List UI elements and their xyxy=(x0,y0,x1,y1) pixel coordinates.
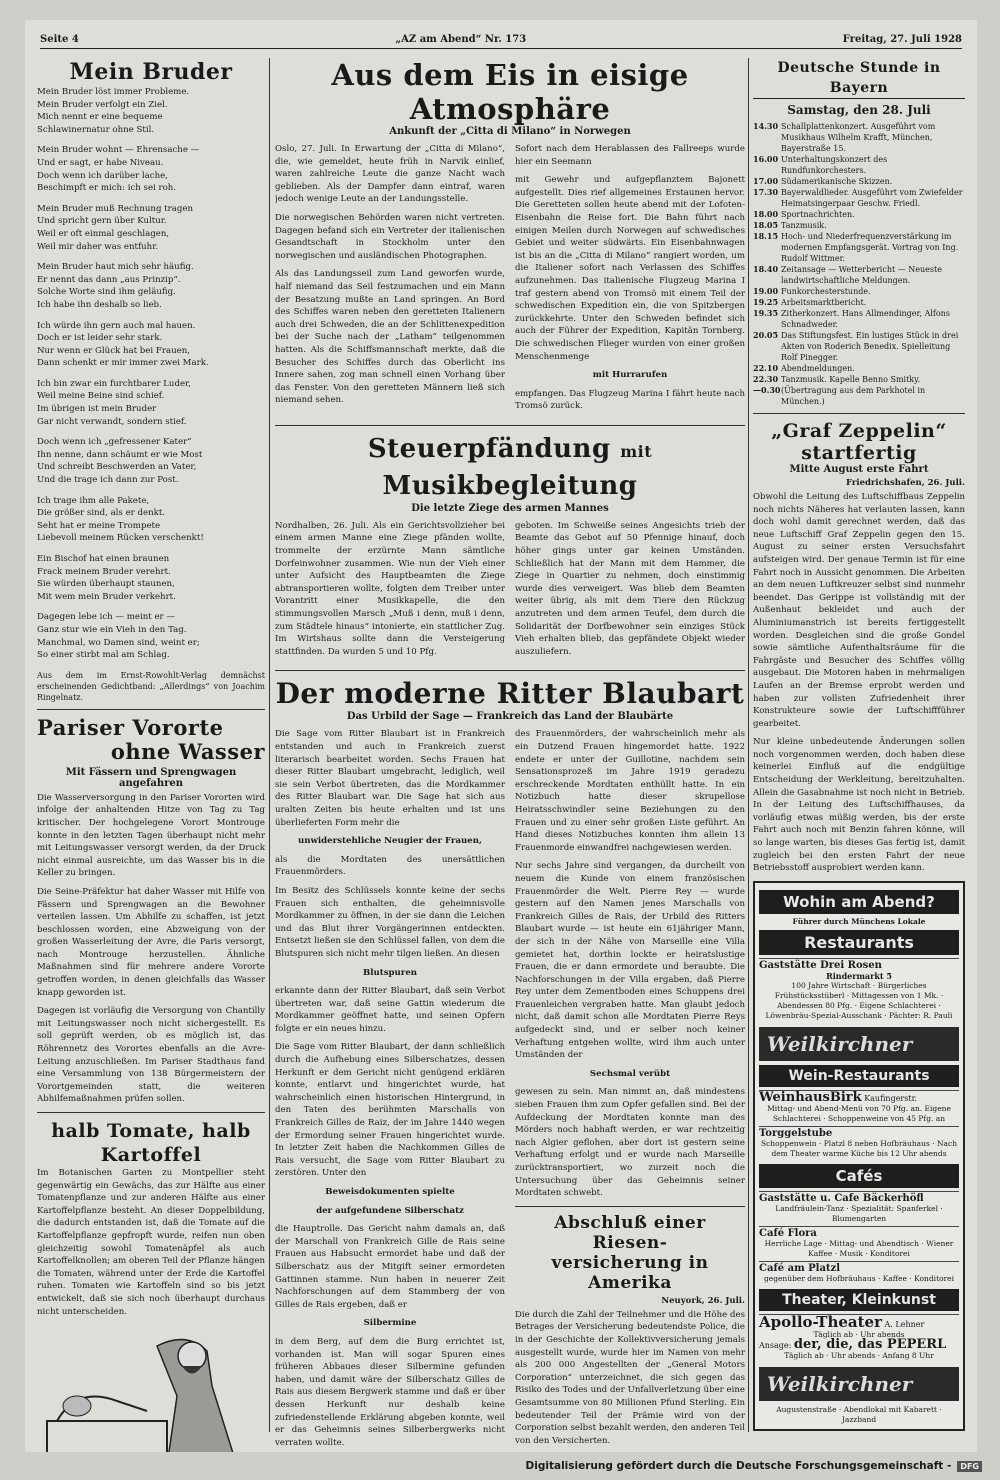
schedule-time: 18.40 xyxy=(753,264,779,274)
schedule-row xyxy=(753,264,965,286)
eisL-paragraph: Oslo, 27. Juli. In Erwartung der „Citta di Milano“, die, wie gemeldet, heute früh in Narvik einlief, waren zahlreiche Leute die ganze Nacht wach geblieben. Als der Dampfer dann eintraf, waren jedoch wenige Leute an der Landungsstelle. xyxy=(275,144,505,205)
poem xyxy=(37,86,265,662)
poem-stanza: Dagegen lebe ich — meint er — Ganz stur wie ein Vieh in den Tag. Manchmal, wo Damen sind, weint er; So einer stirbt mal am Schlag. xyxy=(37,612,200,661)
steuer-right-text: geboten. Im Schweiße seines Angesichts trieb der Beamte das Gebot auf 50 Pfennige hinauf, doch höher gings unter gar keinen Umständen. Schließlich hat der Mann mit dem Hammer, die Ziege in Quartier zu nehmen, doch einstimmig wurde dies verweigert. Was blieb dem Beamten weiter übrig, als mit dem Tiere den Rückzug anzutreten und dem armen Teufel, dem durch die Solidarität der Dorfbewohner sein einziges Stück Vieh erhalten blieb, das gepfändete Objekt wieder auszuliefern. xyxy=(515,520,745,657)
dfg-logo: DFG xyxy=(957,1461,982,1472)
schedule-row xyxy=(753,187,965,209)
poem-stanza: Mein Bruder muß Rechnung tragen Und spricht gern über Kultur. Weil er oft einmal geschlagen, Weil mir daher was entfuhr. xyxy=(37,203,193,252)
baeckerhoefl-name: Gaststätte u. Cafe Bäckerhöfl xyxy=(759,1192,924,1204)
advert-wohin-am-abend xyxy=(753,881,965,1431)
schedule-program: Funkorchesterstunde. xyxy=(781,287,871,296)
zeppelin-subtitle: Mitte August erste Fahrt xyxy=(789,464,929,475)
schedule-program: Tanzmusik. Kapelle Benno Smitky. (Übertragung aus dem Parkhotel in München.) xyxy=(781,375,926,406)
schedule-time: 17.30 xyxy=(753,187,779,197)
advert-cafe-flora xyxy=(759,1226,959,1261)
schedule-program: Unterhaltungskonzert des Rundfunkorchesters. xyxy=(781,155,888,175)
schedule-time: 17.00 xyxy=(753,176,779,186)
poem-title: Mein Bruder xyxy=(69,59,233,85)
eisR-paragraph: empfangen. Das Flugzeug Marina I fährt heute nach Tromsö zurück. xyxy=(515,388,745,412)
header-date: Freitag, 27. Juli 1928 xyxy=(842,33,962,45)
eis-right-column xyxy=(515,143,745,419)
paris-subtitle: Mit Fässern und Sprengwagen angefahren xyxy=(65,766,237,789)
schedule-row xyxy=(753,374,965,407)
advert-apollo xyxy=(759,1314,959,1363)
column-right xyxy=(753,58,965,1431)
schedule-time: 14.30 xyxy=(753,121,779,131)
advert-drei-rosen xyxy=(759,958,959,1023)
steuer-title-c: Musikbegleitung xyxy=(382,470,638,501)
zeppelin-paragraph-2: Nur kleine unbedeutende Änderungen sollen noch vorgenommen werden, doch haben diese keinerlei Einfluß auf die endgültige Entscheidung der Werkleitung, bereitzuhalten. Allein die Gasabnahme ist noch nicht in Betrieb. In der Leitung des Luftschiffhauses, da vorläufig etwas müßig werden, bis der erste Fahrt auch noch mit Benzin fahren könne, will so lange warten, bis dieses Gas fertig ist, damit zugleich bei den ersten Fahrt der neue Betriebsstoff ausprobiert werden kann. xyxy=(753,737,965,874)
eis-subtitle: Ankunft der „Citta di Milano“ in Norwegen xyxy=(389,126,631,137)
schedule-program: Hoch- und Niederfrequenzverstärkung im modernen Empfangsgerät. Vortrag von Ing. Rudolf Wittmer. xyxy=(781,232,959,263)
steuer-title-a: Steuerpfändung xyxy=(367,433,611,464)
eisR-paragraph: Sofort nach dem Herablassen des Fallreeps wurde hier ein Seemann xyxy=(515,144,745,167)
schedule-row xyxy=(753,286,965,297)
schedule-program: Schallplattenkonzert. Ausgeführt vom Musikhaus Wilhelm Krafft, München, Bayerstraße 15. xyxy=(781,122,936,153)
versicherung-title-1: Abschluß einer Riesen- xyxy=(554,1212,706,1253)
advert-subtitle: Führer durch Münchens Lokale xyxy=(792,916,926,926)
zeppelin-dateline: Friedrichshafen, 26. Juli. xyxy=(845,478,965,488)
zeppelin-title-1: „Graf Zeppelin“ xyxy=(771,420,947,442)
eisL-paragraph: Als das Landungsseil zum Land geworfen wurde, half niemand das Seil festzumachen und ein Mann der Besatzung mußte an Land springen. An Bord des Schiffes waren neben den geretteten Italienern auch drei Schweden, die an der Schlittenexpedition bei der Suche nach der „Latham“ teilgenommen hatten. Als die Schiffsmannschaft merkte, daß die Besucher des Schiffes durch das Oberlicht ins Innere sahen, zog man schnell einen Vorhang über das Fenster. Von den geretteten Männern ließ sich niemand sehen. xyxy=(275,269,505,406)
versicherung-dateline: Neuyork, 26. Juli. xyxy=(661,1295,745,1306)
digitization-footer xyxy=(0,1452,1000,1480)
ritL-paragraph: Silbermine xyxy=(363,1318,417,1329)
apollo-address: A. Lehner xyxy=(884,1319,925,1329)
schedule-time: 19.00 xyxy=(753,286,779,296)
drei-rosen-text: 100 Jahre Wirtschaft · Bürgerliches Frühstücksstüberl · Mittagessen von 1 Mk. · Abendessen 80 Pfg. · Eigene Schlachterei · Löwenbräu-Spezial-Ausschank · Pächter: R. Pauli xyxy=(765,980,953,1020)
tomato-paragraph: Im Botanischen Garten zu Montpellier steht gegenwärtig ein Gewächs, das zur Hälfte aus einer Tomatenpflanze und zur anderen Hälfte aus einer Kartoffelpflanze besteht. An dieser Doppelbildung, die dadurch entstanden ist, daß die Tomate auf die Kartoffelpflanze gepfropft wurde, reifen nun oben gleichzeitig sowohl Tomatenäpfel als auch Kartoffelknollen; am oberen Teil der Pflanze hängen die Tomaten, während unter der Erde die Kartoffel ruhen. Tomaten wie Kartoffeln sind so bis jetzt entwickelt, daß sie sich noch überhaupt durchaus nicht unterscheiden. xyxy=(37,1168,265,1317)
schedule-program: Südamerikanische Skizzen. xyxy=(781,177,893,186)
eisR-paragraph: mit Gewehr und aufgepflanztem Bajonett aufgestellt. Dies rief allgemeines Erstaunen hervor. Die Geretteten sollen heute abend mit der Lofoten-Eisenbahn die Reise fort. Die Bahn führt nach einigen Meilen durch Norwegen auf schwedisches Gebiet und weiter südwärts. Ein Eisenbahnwagen ist bis an die „Citta di Milano“ rangiert worden, um die Italiener sofort nach Verlassen des Schiffes aufzunehmen. Das italienische Flugzeug Marina I traf gestern abend von Tromsö mit einem Teil der schwedischen Expedition ein, die von Spitzbergen zurückkehrte. Unter den Schweden befindet sich auch der Führer der Expedition, Kapitän Tornberg. Die schwedischen Flieger wurden von einer großen Menschenmenge xyxy=(515,175,745,362)
eis-left-column xyxy=(275,143,505,419)
advert-wein-header: Wein-Restaurants xyxy=(759,1065,959,1087)
cafe-flora-name: Café Flora xyxy=(759,1227,817,1239)
ritL-paragraph: Blutspuren xyxy=(362,967,418,978)
paris-title-1: Pariser Vororte xyxy=(37,714,224,740)
advert-cafes-header: Cafés xyxy=(759,1164,959,1188)
schedule-row xyxy=(753,176,965,187)
schedule-program: Das Stiftungsfest. Ein lustiges Stück in drei Akten von Roderich Benedix. Spielleitung Rolf Pinegger. xyxy=(781,331,959,362)
weilkirchner-logo-2: Weilkirchner xyxy=(759,1367,959,1401)
versicherung-title-2: versicherung in Amerika xyxy=(551,1252,709,1293)
schedule-row xyxy=(753,209,965,220)
paris-title-2: ohne Wasser xyxy=(110,738,265,764)
radio-day: Samstag, den 28. Juli xyxy=(787,103,931,117)
weilkirchner-2-text: Augustenstraße · Abendlokal mit Kabarett · Jazzband xyxy=(776,1404,942,1424)
poem-stanza: Ich trage ihm alle Pakete, Die größer sind, als er denkt. Seht hat er meine Trompete Liebevoll meinem Rücken verschenkt! xyxy=(37,495,204,544)
zeppelin-paragraph-1: Obwohl die Leitung des Luftschiffbaus Zeppelin noch nichts Näheres hat verlauten lassen, kann doch wohl damit gerechnet werden, daß das neue Luftschiff Graf Zeppelin gegen den 15. August zu seiner ersten Versuchsfahrt aufsteigen wird. Der genaue Termin ist für eine Fahrt noch in Aussicht genommen. Die Arbeiten an dem neuen Luftkreuzer selbst sind nunmehr beendet. Das Gerippe ist vollständig mit der Außenhaut bekleidet und auch der Aluminiumanstrich ist bereits fertiggestellt worden. Desgleichen sind die große Gondel sowie sämtliche Aufenthaltsräume für die Fahrgäste und Besucher des Schiffes völlig ausgebaut. Die Motoren haben in mehrmaligen Laufen an der Bremse erprobt werden und haben zur vollsten Zufriedenheit ihrer Konstrukteure sowie der Luftschiffführer gearbeitet. xyxy=(753,492,965,729)
steuer-left-text: Nordhalben, 26. Juli. Als ein Gerichtsvollzieher bei einem armen Manne eine Ziege pfänden wollte, trommelte der erzürnte Mann sämtliche Dorfeinwohner zusammen. Wie nun der Vieh einer unter Aufsicht des Hauptbeamten die Ziege abtransportieren wollte, folgten dem Treiber unter Vorantritt einer Musikkapelle, die den stimmungsvollen Marsch „Muß i denn, muß i denn, zum Städtele hinaus“ intonierte, ein stattlicher Zug. Im Wirtshaus sollte dann die Versteigerung stattfinden. Da wurden 5 und 10 Pfg. xyxy=(275,520,505,657)
schedule-row xyxy=(753,154,965,176)
column-rule-right xyxy=(748,58,749,1432)
poem-stanza: Doch wenn ich „gefressener Kater“ Ihn nenne, dann schäumt er wie Most Und schreibt Beschwerden an Vater, Und die trage ich dann zur Post. xyxy=(37,437,203,486)
poem-stanza: Ein Bischof hat einen braunen Frack meinem Bruder verehrt. Sie würden überhaupt staunen, Mit wem mein Bruder verkehrt. xyxy=(37,554,176,602)
poem-note: Aus dem im Ernst-Rowohlt-Verlag demnächst erscheinenden Gedichtband: „Allerdings“ von Joachim Ringelnatz. xyxy=(37,670,265,702)
advert-title: Wohin am Abend? xyxy=(759,890,959,914)
newspaper-page xyxy=(25,20,977,1452)
ritR-paragraph: des Frauenmörders, der wahrscheinlich mehr als ein Dutzend Frauen hingemordet hatte. 1922 endete er unter der Guillotine, nachdem sein Sensationsprozeß im Jahre 1919 geradezu erschreckende Mordtaten enthüllt hatte. In ein Notizbuch hatte dieser skrupellose Heiratsschwindler seine Beziehungen zu den Frauen und zu einer sehr großen Liste geführt. An Hand dieses Notizbuches konnten ihm allein 13 Frauenmorde einwandfrei nachgewiesen werden. xyxy=(515,729,745,853)
advert-weinhaus-birk xyxy=(759,1090,959,1126)
cafe-flora-text: Herrliche Lage · Mittag- und Abendtisch · Wiener Kaffee · Musik · Konditorei xyxy=(764,1238,954,1258)
eisL-paragraph: Die norwegischen Behörden waren nicht vertreten. Dagegen befand sich ein Vertreter der italienischen Gesandtschaft in Stockholm unter den norwegischen und ausländischen Photographen. xyxy=(275,212,505,261)
zeppelin-title-2: startfertig xyxy=(801,442,917,464)
schedule-row xyxy=(753,297,965,308)
weilkirchner-logo-1: Weilkirchner xyxy=(759,1027,959,1061)
advert-cafe-platzl xyxy=(759,1261,959,1286)
schedule-program: Tanzmusik. xyxy=(781,221,827,230)
drei-rosen-address: Rindermarkt 5 xyxy=(826,970,892,981)
ritter-subtitle: Das Urbild der Sage — Frankreich das Land der Blaubärte xyxy=(346,711,674,723)
column-middle xyxy=(275,58,745,1452)
ritL-paragraph: als die Mordtaten des unersättlichen Frauenmörders. xyxy=(275,854,505,878)
ritR-paragraph: Nur sechs Jahre sind vergangen, da durcheilt von neuem die Kunde von einem französischen Frauenmörder die Welt. Pierre Rey — wurde gestern auf den Namen jenes Marschalls von Frankreich Gilles de Rais, der Urbild des Ritters Blaubart wurde — ist heute ein 61jähriger Mann, der sich in der Nähe von Marseille eine Villa gemietet hat, dorthin lockte er heiratslustige Frauen, die er dann ermordete und beraubte. Die Nachforschungen in der Villa ergaben, daß Pierre Rey unter dem Zementboden eines Schuppens drei Frauenleichen vergraben hatte. Man glaubt jedoch nicht, daß damit schon alle Mordtaten Pierre Reys aufgedeckt sind, und er selber noch keiner Verhaftung entgehen wollte, wird ihm auch unter Umständen der xyxy=(515,861,745,1061)
drei-rosen-name: Gaststätte Drei Rosen xyxy=(759,959,882,971)
schedule-time: 22.10 xyxy=(753,363,779,373)
schedule-program: Arbeitsmarktbericht. xyxy=(781,298,867,307)
ritL-paragraph: Beweisdokumenten spielte xyxy=(325,1187,455,1197)
apollo-name: Apollo-Theater xyxy=(759,1312,882,1331)
weinhaus-name: WeinhausBirk xyxy=(759,1089,862,1105)
ritL-paragraph: in dem Berg, auf dem die Burg errichtet ist, vorhanden ist. Man will sogar Spuren eines früheren Abbaues dieser Silbermine gefunden haben, und damit wäre der Silberschatz Gilles de Rais aus diesem Bergwerk stamme und daß er über dessen Herkunft nur deshalb keine zufriedenstellende Erklärung abgeben konnte, weil er das Geheimnis seines Silberbergwerks nicht verraten wollte. xyxy=(275,1336,505,1448)
steuer-subtitle: Die letzte Ziege des armen Mannes xyxy=(411,502,609,514)
column-left xyxy=(37,58,265,1452)
schedule-time: 18.05 xyxy=(753,220,779,230)
schedule-row xyxy=(753,330,965,363)
header-issue: „AZ am Abend“ Nr. 173 xyxy=(395,33,527,45)
poem-stanza: Ich würde ihn gern auch mal hauen. Doch er ist leider sehr stark. Nur wenn er Glück hat bei Frauen, Dann schenkt er mir immer zwei Mark. xyxy=(37,320,209,369)
steuer-title-b: mit xyxy=(620,441,653,461)
column-rule-left xyxy=(269,58,270,1432)
cartoon-illustration xyxy=(37,1326,265,1452)
schedule-time: 22.30—0.30 xyxy=(753,374,781,395)
schedule-time: 20.05 xyxy=(753,330,779,340)
schedule-program: Bayerwaldlieder. Ausgeführt vom Zwiefelder Heimatsingerpaar Geschw. Friedl. xyxy=(781,188,963,208)
baeckerhoefl-text: Landfräulein-Tanz · Spezialität: Spanferkel · Blumengarten xyxy=(775,1203,943,1223)
versicherung-text: Die durch die Zahl der Teilnehmer und die Höhe des Betrages der Versicherung bedeutendste Police, die in der Geschichte der Kollektivversicherung jemals ausgestellt wurde, wurde hier im Namen von mehr als 200 000 Angestellten der „General Motors Corporation“ unterzeichnet, die sich gegen das Risiko des Todes und der Unfallverletzung über eine Gesamtsumme von 80 Millionen Pfund Sterling. Ein bedeutender Teil der Prämie wird von der Corporation selbst bezahlt werden, den anderen Teil von den Versicherten. xyxy=(515,1309,745,1446)
page-header xyxy=(40,30,962,49)
poem-stanza: Ich bin zwar ein furchtbarer Luder, Weil meine Beine sind schief. Im übrigen ist mein Bruder Gar nicht verwandt, sondern stief. xyxy=(37,378,191,427)
footer-text: Digitalisierung gefördert durch die Deutsche Forschungsgemeinschaft - xyxy=(525,1460,952,1472)
header-page-number: Seite 4 xyxy=(40,33,79,45)
ritter-left-column xyxy=(275,728,505,1452)
ritL-paragraph: Die Sage vom Ritter Blaubart ist in Frankreich entstanden und auch in Frankreich zuerst literarisch bearbeitet worden. Sechs Frauen hat dieser Ritter Blaubart umgebracht, lediglich, weil sie sein Verbot übertreten, das die Mordkammer des Ritter Blaubart war. Die Sage hat sich aus uralten Zeiten bis heute erhalten und ist uns überlieferten Form mehr die xyxy=(275,729,505,828)
weinhaus-text: Mittag- und Abend-Menü von 70 Pfg. an. Eigene Schlachterei · Schoppenweine von 45 Pfg. an xyxy=(767,1103,951,1123)
advert-baeckerhoefl xyxy=(759,1191,959,1226)
torggelstube-name: Torggelstube xyxy=(759,1127,833,1139)
ritR-paragraph: gewesen zu sein. Man nimmt an, daß mindestens sieben Frauen ihm zum Opfer gefallen sind. Bei der Aufdeckung der Mordtaten konnte man des Mörders noch habhaft werden, er war rechtzeitig nach Algier geflohen, aber dort ist gestern seine Verhaftung erfolgt und er wurde nach Marseille zurücktransportiert, wo zurzeit noch die Untersuchung über das Geheimnis seiner Mordtaten schwebt. xyxy=(515,1087,745,1199)
schedule-time: 19.35 xyxy=(753,308,779,318)
steuer-title xyxy=(275,432,745,503)
cafe-platzl-text: gegenüber dem Hofbräuhaus · Kaffee · Konditorei xyxy=(763,1273,955,1283)
schedule-program: Zitherkonzert. Hans Allmendinger, Alfons Schnadweder. xyxy=(781,309,950,329)
schedule-row xyxy=(753,231,965,264)
poem-stanza: Mein Bruder haut mich sehr häufig. Er nennt das dann „aus Prinzip“. Solche Worte sind ihm geläufig. Ich habe ihn deshalb so lieb. xyxy=(37,262,194,310)
poem-stanza: Mein Bruder wohnt — Ehrensache — Und er sagt, er habe Niveau. Doch wenn ich darüber lache, Beschimpft er mich: ich sei roh. xyxy=(37,145,200,194)
apollo-star: der, die, das PEPERL xyxy=(793,1336,947,1352)
apollo-ansage: Ansage: xyxy=(759,1340,792,1350)
schedule-row xyxy=(753,121,965,154)
schedule-row xyxy=(753,308,965,330)
tomato-title: halb Tomate, halb Kartoffel xyxy=(51,1120,251,1166)
paris-paragraph-2: Die Seine-Präfektur hat daher Wasser mit Hilfe von Fässern und Sprengwagen an die Bewohner verteilen lassen. Um Abhilfe zu schaffen, ist jetzt beschlossen worden, eine Abzweigung von der großen Wasserleitung der Avre, die Paris versorgt, nach Montrouge herzustellen. Ähnliche Maßnahmen sind für mehrere andere Vororte getroffen worden, in denen gleichfalls das Wasser knapp geworden ist. xyxy=(37,886,265,998)
ritL-paragraph: der aufgefundene Silberschatz xyxy=(316,1205,464,1216)
paris-paragraph-3: Dagegen ist vorläufig die Versorgung von Chantilly mit Leitungswasser noch nicht sichergestellt. Es soll geprüft werden, ob es möglich ist, das Röhrennetz des Vorortes ebenfalls an die Avre-Leitung anzuschließen. Im Pariser Stadthaus fand eine Versammlung von 138 Bürgermeistern der Vorortgemeinden statt, die weiteren Abhilfemaßnahmen prüfen sollen. xyxy=(37,1006,265,1105)
schedule-time: 19.25 xyxy=(753,297,779,307)
ritL-paragraph: Die Sage vom Ritter Blaubart, der dann schließlich durch die Aufhebung eines Silberschatzes, dessen Herkunft er dem Gericht nicht genügend erklären konnte, entlarvt und hingerichtet wurde, hat wahrscheinlich einen historischen Hintergrund, in den Taten des berühmten Marschalls von Frankreich Gilles de Raiz, der im Jahre 1440 wegen der Ermordung seiner Frauen hingerichtet wurde. In letzter Zeit haben die Nachkommen Gilles de Rais versucht, die Sage vom Ritter Blaubart zu zerstören. Unter den xyxy=(275,1042,505,1179)
cafe-platzl-name: Café am Platzl xyxy=(759,1262,841,1274)
ritter-right-column xyxy=(515,728,745,1199)
schedule-program: Sportnachrichten. xyxy=(781,210,855,219)
ritL-paragraph: erkannte dann der Ritter Blaubart, daß sein Verbot übertreten war, daß seine Gattin wiederum die Mordkammer geöffnet hatte, und seinen Opfern folgte er ein neues hinzu. xyxy=(275,986,505,1034)
advert-theater-header: Theater, Kleinkunst xyxy=(759,1289,959,1311)
apollo-text: Täglich ab · Uhr abends · Anfang 8 Uhr xyxy=(784,1350,934,1360)
schedule-time: 18.00 xyxy=(753,209,779,219)
eisR-paragraph: mit Hurrarufen xyxy=(592,370,668,381)
schedule-time: 18.15 xyxy=(753,231,779,241)
torggelstube-text: Schoppenwein · Platzl 8 neben Hofbräuhaus · Nach dem Theater warme Küche bis 12 Uhr abends xyxy=(760,1138,958,1158)
poem-stanza: Mein Bruder löst immer Probleme. Mein Bruder verfolgt ein Ziel. Mich nennt er eine bequeme Schlawinernatur ohne Stil. xyxy=(37,87,190,135)
ritL-paragraph: die Hauptrolle. Das Gericht nahm damals an, daß der Marschall von Frankreich Gille de Rais seine Frauen aus Habsucht ermordet habe und daß der Silberschatz aus der Mitgift seiner ermordeten Gattinnen stamme. Nun haben in neuerer Zeit Nachforschungen auf dem Stammberg der von Gilles de Rais ergeben, daß er xyxy=(275,1224,505,1310)
advert-restaurants-header: Restaurants xyxy=(759,930,959,955)
schedule-program: Zeitansage — Wetterbericht — Neueste landwirtschaftliche Meldungen. xyxy=(781,265,942,285)
paris-paragraph-1: Die Wasserversorgung in den Pariser Vororten wird infolge der anhaltenden Hitze von Tag zu Tag kritischer. Der hochgelegene Vorort Montrouge konnte in den letzten Tagen überhaupt nicht mehr mit Leitungswasser versorgt werden, da der Druck nicht einmal ausreichte, um das Wasser bis in die Keller zu bringen. xyxy=(37,792,265,879)
schedule-program: Abendmeldungen. xyxy=(781,364,855,373)
ritL-paragraph: unwiderstehliche Neugier der Frauen, xyxy=(298,836,482,847)
schedule-time: 16.00 xyxy=(753,154,779,164)
radio-schedule xyxy=(753,121,965,407)
ritter-title: Der moderne Ritter Blaubart xyxy=(275,677,745,711)
apollo-time: Täglich ab · Uhr abends xyxy=(813,1329,905,1339)
schedule-row xyxy=(753,220,965,231)
ritL-paragraph: Im Besitz des Schlüssels konnte keine der sechs Frauen sich enthalten, die geheimnisvolle Mordkammer zu öffnen, in der sie dann die Leichen und das Blut ihrer Vorgängerinnen entdeckten. Entsetzt ließen sie den Schlüssel fallen, von dem die Blutspuren sich nicht mehr tilgen ließen. An diesen xyxy=(275,885,505,959)
radio-title: Deutsche Stunde in Bayern xyxy=(753,58,965,99)
ritR-paragraph: Sechsmal verübt xyxy=(589,1068,671,1079)
weinhaus-address: Kaufingerstr. xyxy=(864,1093,918,1103)
schedule-row xyxy=(753,363,965,374)
advert-torggelstube xyxy=(759,1126,959,1161)
eis-title: Aus dem Eis in eisige Atmosphäre xyxy=(331,58,689,126)
